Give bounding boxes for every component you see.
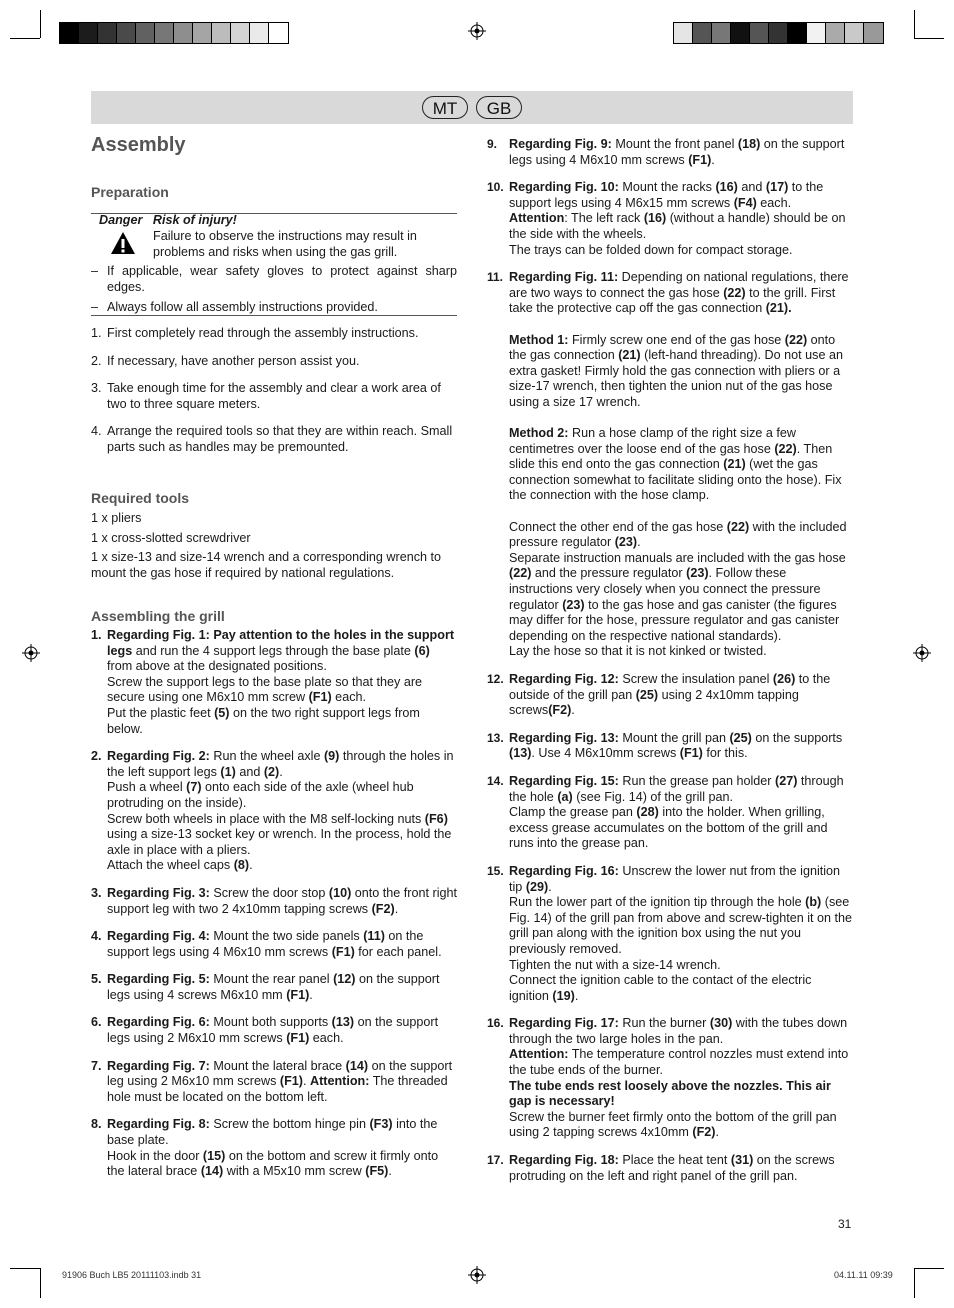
list-item: 1 x size-13 and size-14 wrench and a corresponding wrench to mount the gas hose if required by national regulations.: [91, 550, 442, 580]
list-item: 14. Regarding Fig. 15: Run the grease pan holder (27) through the hole (a) (see Fig. 14) of the grill pan. Clamp the grease pan (28) into the holder. When grilling, excess grease accumulates on the bottom of the grill and runs into the grease pan.: [487, 773, 844, 851]
required-tools-list: [91, 511, 457, 581]
crop-mark: [914, 1268, 944, 1269]
list-item: 11. Regarding Fig. 11: Depending on national regulations, there are two ways to connect the gas hose (22) to the grill. First take the protective cap off the gas connection (21). Method 1: Firmly screw one end of the gas hose (22) onto the gas connection (21) (left-hand threading). Do not use an extra gasket! Firmly hold the gas connection with pliers or a size-17 wrench, then tighten the union nut of the gas hose using a size 17 wrench. Method 2: Run a hose clamp of the right size a few centimetres over the loose end of the gas hose (22). Then slide this end onto the gas connection (21) (wet the gas connection somewhat to facilitate sliding onto the hose). Fix the connection with the hose clamp. Connect the other end of the gas hose (22) with the included pressure regulator (23). Separate instruction manuals are included with the gas hose (22) and the pressure regulator (23). Follow these instructions very closely when you connect the pressure regulator (23) to the gas hose and gas canister (the figures may differ for the hose, pressure regulator and gas canister depending on the respective national standards). Lay the hose so that it is not kinked or twisted.: [487, 270, 849, 659]
list-item: 1 x cross-slotted screwdriver: [91, 530, 251, 545]
divider: [91, 315, 457, 316]
list-item: 12. Regarding Fig. 12: Screw the insulation panel (26) to the outside of the grill pan (25) using 2 4x10mm tapping screws(F2).: [487, 672, 831, 718]
assembly-steps-right: [487, 137, 853, 1184]
crop-mark: [914, 1268, 915, 1298]
lang-tag-mt: MT: [422, 96, 468, 119]
list-item: 2. If necessary, have another person assist you.: [91, 353, 360, 368]
page-title: Assembly: [91, 134, 186, 156]
list-item: 3. Take enough time for the assembly and clear a work area of two to three square meters.: [91, 381, 441, 411]
list-item: 4. Regarding Fig. 4: Mount the two side panels (11) on the support legs using 4 M6x10 mm screws (F1) for each panel.: [91, 929, 442, 959]
list-item: 7. Regarding Fig. 7: Mount the lateral brace (14) on the support leg using 2 M6x10 mm screws (F1). Attention: The threaded hole must be located on the bottom left.: [91, 1058, 453, 1104]
list-item: 5. Regarding Fig. 5: Mount the rear panel (12) on the support legs using 4 screws M6x10 mm (F1).: [91, 972, 440, 1002]
crop-mark: [10, 1268, 40, 1269]
list-item: – Always follow all assembly instructions provided.: [91, 300, 378, 315]
footer-timestamp: 04.11.11 09:39: [834, 1270, 893, 1280]
header-band: [91, 91, 853, 124]
crop-mark: [40, 1268, 41, 1298]
registration-mark-icon: [22, 644, 40, 662]
section-heading-required-tools: Required tools: [91, 490, 190, 506]
list-item: 9. Regarding Fig. 9: Mount the front panel (18) on the support legs using 4 M6x10 mm screws (F1).: [487, 137, 845, 167]
assembly-steps-left: [91, 628, 457, 1180]
list-item: 13. Regarding Fig. 13: Mount the grill pan (25) on the supports (13). Use 4 M6x10mm screws (F1) for this.: [487, 730, 843, 761]
preparation-steps: [91, 326, 457, 456]
list-item: 6. Regarding Fig. 6: Mount both supports (13) on the support legs using 2 M6x10 mm screws (F1) each.: [91, 1015, 439, 1046]
danger-header: [99, 213, 237, 229]
section-heading-preparation: Preparation: [91, 184, 169, 200]
danger-title: Risk of injury!: [152, 213, 237, 227]
crop-mark: [914, 10, 915, 38]
list-item: 10. Regarding Fig. 10: Mount the racks (16) and (17) to the support legs using 4 M6x15 mm screws (F4) each. Attention: The left rack (16) (without a handle) should be on the side with the wheels. The trays can be folded down for compact storage.: [487, 180, 846, 257]
page-number: 31: [838, 1217, 852, 1231]
registration-mark-icon: [913, 644, 931, 662]
list-item: 2. Regarding Fig. 2: Run the wheel axle (9) through the holes in the left support legs (1) and (2). Push a wheel (7) onto each side of the axle (wheel hub protruding on the inside). Screw both wheels in place with the M8 self-locking nuts (F6) using a size-13 socket key or wrench. In the process, hold the axle in place with a pliers. Attach the wheel caps (8).: [91, 749, 454, 873]
lang-tag-gb: GB: [476, 96, 522, 119]
list-item: 15. Regarding Fig. 16: Unscrew the lower nut from the ignition tip (29). Run the lower part of the ignition tip through the hole (b) (see Fig. 14) of the grill pan from above and screw-tighten it on the grill pan along with the ignition box using the nut you previously removed. Tighten the nut with a size-14 wrench. Connect the ignition cable to the contact of the electric ignition (19).: [487, 863, 853, 1003]
crop-mark: [40, 10, 41, 38]
list-item: 3. Regarding Fig. 3: Screw the door stop (10) onto the front right support leg with two 2 4x10mm tapping screws (F2).: [91, 885, 457, 916]
section-heading-assembling: Assembling the grill: [91, 608, 225, 624]
safety-bullets: [91, 264, 457, 316]
color-calibration-bar-right: [673, 22, 884, 44]
footer-file-info: 91906 Buch LB5 20111103.indb 31: [62, 1270, 202, 1280]
list-item: 17. Regarding Fig. 18: Place the heat tent (31) on the screws protruding on the left and right panel of the grill pan.: [487, 1153, 835, 1183]
registration-mark-icon: [468, 1266, 486, 1284]
list-item: 1 x pliers: [91, 511, 142, 525]
crop-mark: [914, 38, 944, 39]
warning-triangle-icon: [110, 231, 136, 255]
list-item: 8. Regarding Fig. 8: Screw the bottom hinge pin (F3) into the base plate. Hook in the door (15) on the bottom and screw it firmly onto the lateral brace (14) with a M5x10 mm screw (F5).: [91, 1117, 439, 1179]
list-item: 16. Regarding Fig. 17: Run the burner (30) with the tubes down through the two large holes in the pan. Attention: The temperature control nozzles must extend into the tube ends of the burner. The tube ends rest loosely above the nozzles. This air gap is necessary! Screw the burner feet firmly onto the bottom of the grill pan using 2 tapping screws 4x10mm (F2).: [487, 1016, 849, 1140]
danger-text: Failure to observe the instructions may result in problems and risks when using the gas grill.: [153, 229, 417, 259]
list-item: – If applicable, wear safety gloves to protect against sharp edges.: [91, 264, 457, 294]
list-item: 4. Arrange the required tools so that they are within reach. Small parts such as handles may be premounted.: [91, 424, 453, 454]
crop-mark: [10, 38, 40, 39]
list-item: 1. Regarding Fig. 1: Pay attention to the holes in the support legs and run the 4 support legs through the base plate (6) from above at the designated positions. Screw the support legs to the base plate so that they are secure using one M6x10 mm screw (F1) each. Put the plastic feet (5) on the two right support legs from below.: [91, 628, 455, 736]
danger-label: Danger: [99, 213, 143, 227]
registration-mark-icon: [468, 22, 486, 40]
list-item: 1. First completely read through the assembly instructions.: [91, 326, 419, 340]
color-calibration-bar-left: [59, 22, 289, 44]
